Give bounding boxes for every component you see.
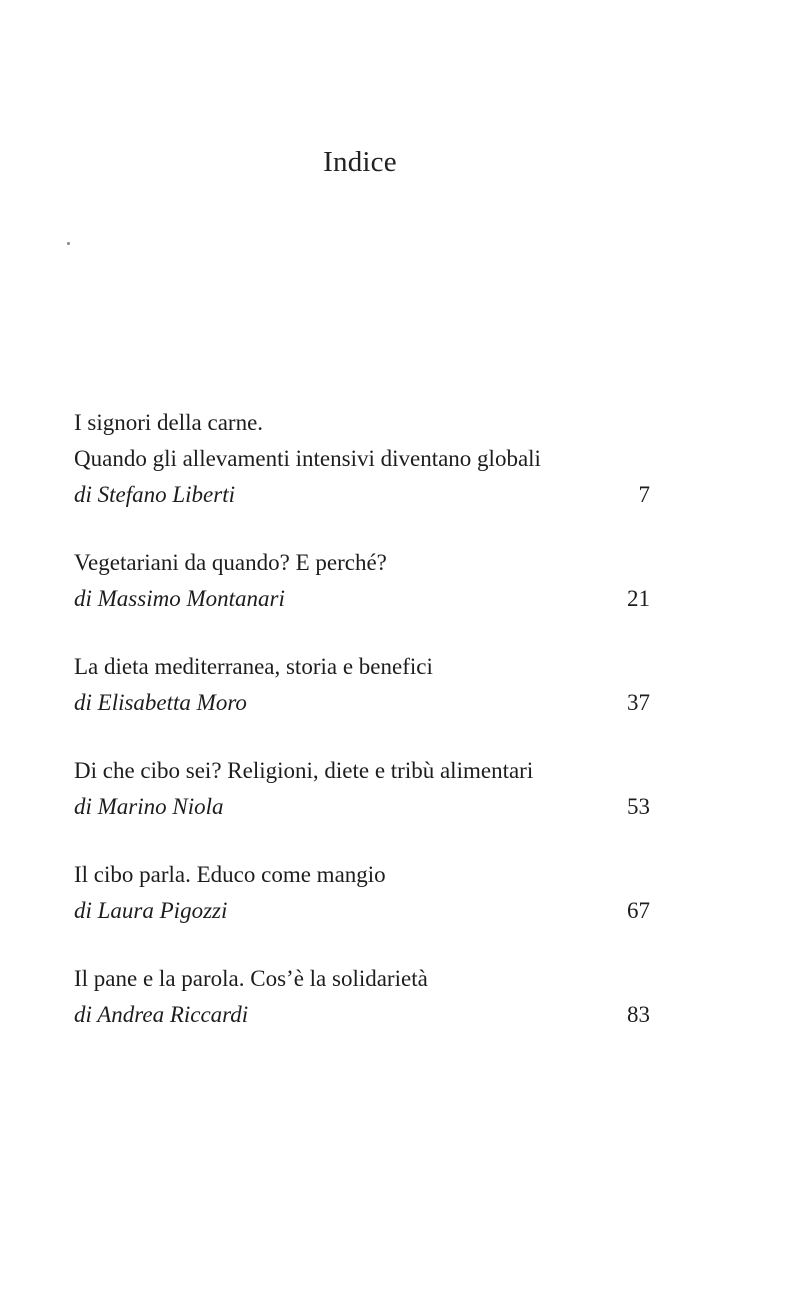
entry-page-number: 53: [627, 794, 650, 819]
author-row: [74, 789, 650, 825]
toc-entry: [74, 753, 650, 825]
toc-entry: [74, 857, 650, 929]
table-of-contents: [74, 405, 650, 1065]
page-title: Indice: [323, 146, 397, 178]
toc-entry: [74, 649, 650, 721]
author-row: [74, 685, 650, 721]
entry-page-number: 83: [627, 1002, 650, 1027]
entry-author: di Massimo Montanari: [74, 586, 285, 611]
entry-title-line: Di che cibo sei? Religioni, diete e tribù alimentari: [74, 758, 534, 783]
author-row: [74, 581, 650, 617]
toc-entry: [74, 961, 650, 1033]
toc-entry: [74, 405, 650, 513]
entry-author: di Elisabetta Moro: [74, 690, 247, 715]
entry-author: di Stefano Liberti: [74, 482, 235, 507]
entry-title-line: I signori della carne.: [74, 410, 264, 435]
toc-entry: [74, 545, 650, 617]
entry-page-number: 7: [638, 482, 650, 507]
entry-title-line: Vegetariani da quando? E perché?: [74, 550, 387, 575]
entry-author: di Marino Niola: [74, 794, 224, 819]
entry-page-number: 21: [627, 586, 650, 611]
entry-author: di Laura Pigozzi: [74, 898, 228, 923]
entry-page-number: 37: [627, 690, 650, 715]
entry-title-line: La dieta mediterranea, storia e benefici: [74, 654, 433, 679]
entry-title-line: Il cibo parla. Educo come mangio: [74, 862, 386, 887]
entry-title-line: Quando gli allevamenti intensivi diventano globali: [74, 446, 541, 471]
author-row: [74, 997, 650, 1033]
author-row: [74, 477, 650, 513]
paper-speck: [67, 242, 70, 245]
author-row: [74, 893, 650, 929]
entry-title-line: Il pane e la parola. Cos’è la solidarietà: [74, 966, 428, 991]
entry-page-number: 67: [627, 898, 650, 923]
entry-author: di Andrea Riccardi: [74, 1002, 249, 1027]
